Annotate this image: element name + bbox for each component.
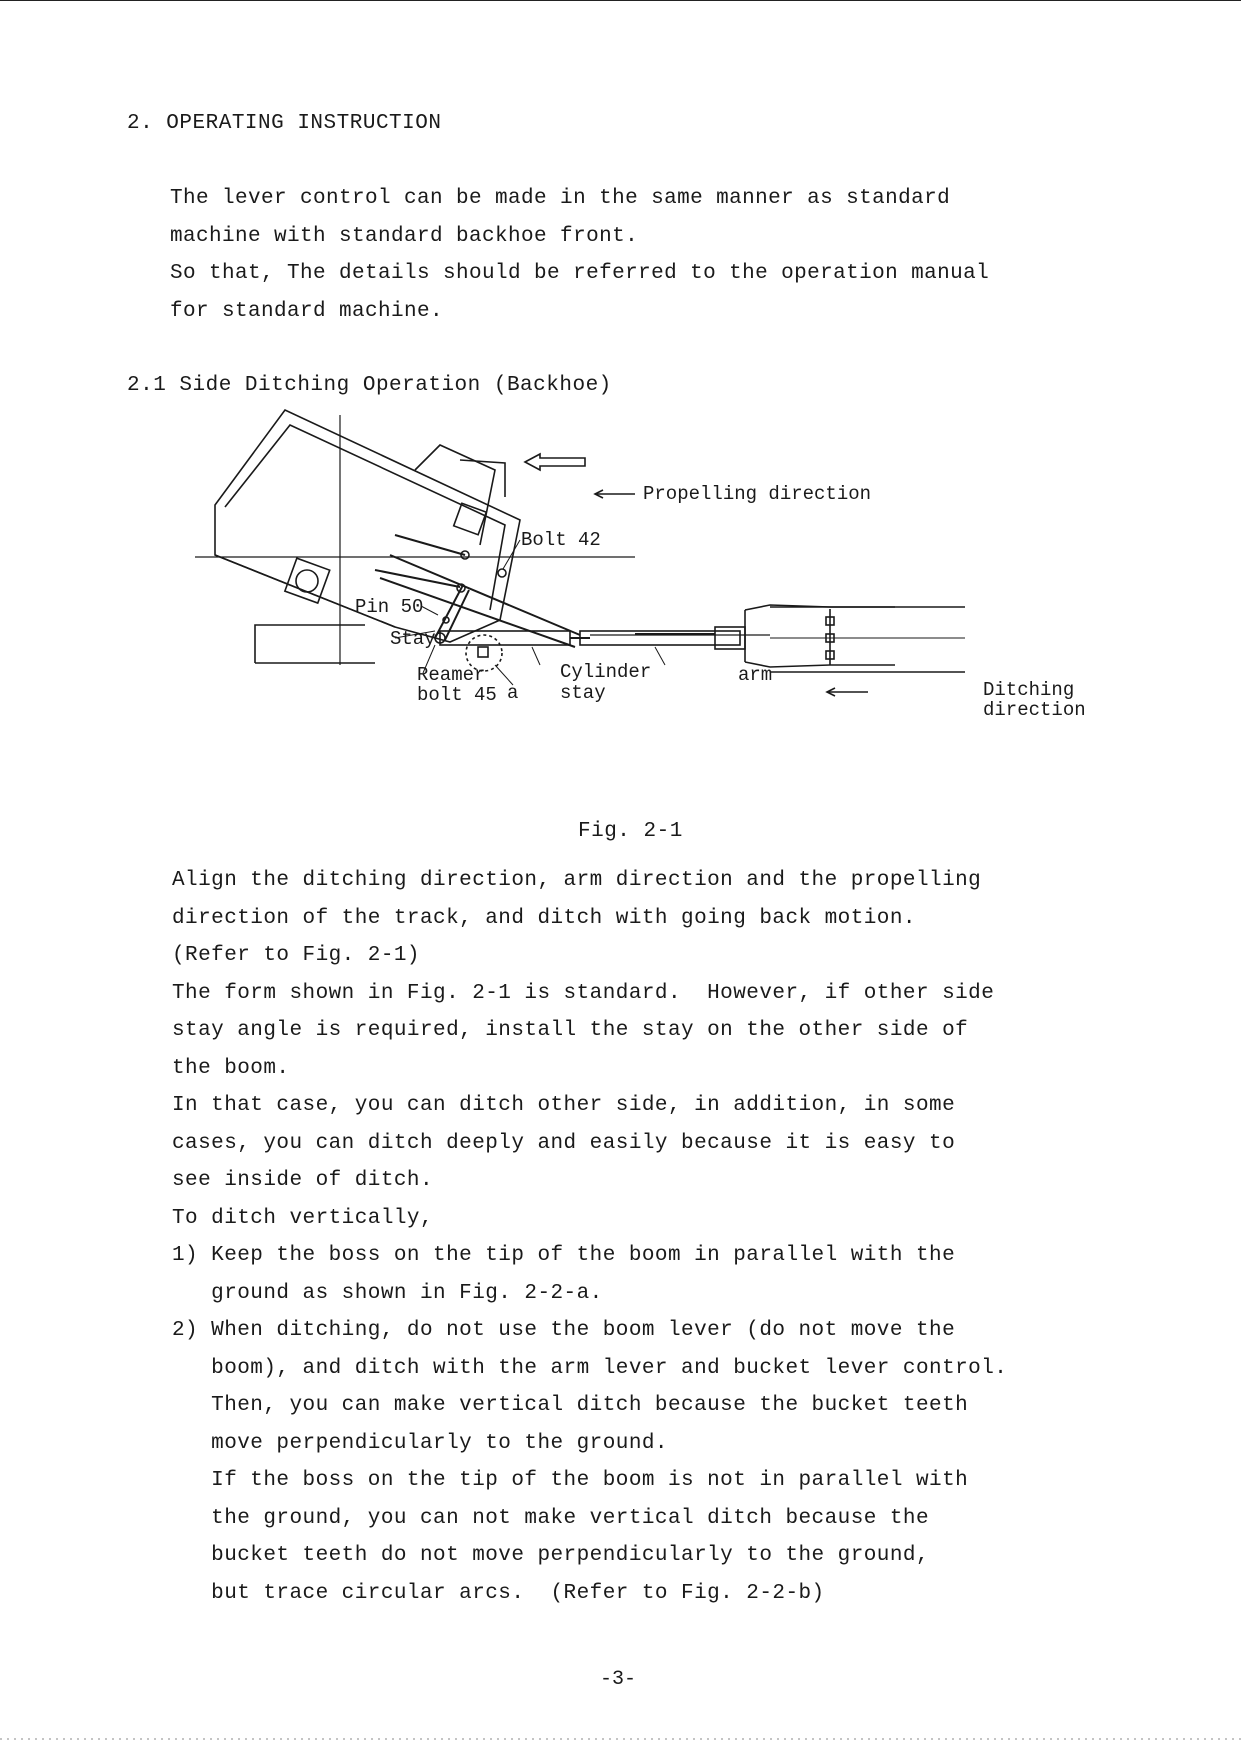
section-title: 2. OPERATING INSTRUCTION xyxy=(127,112,442,135)
figure-caption: Fig. 2-1 xyxy=(578,820,683,843)
scan-artifact-dots xyxy=(0,1738,1241,1740)
excavator-diagram xyxy=(195,395,1125,815)
intro-line-3: So that, The details should be referred to the operation manual xyxy=(170,262,990,285)
boom-upper xyxy=(390,555,580,635)
label-a: a xyxy=(507,682,519,704)
body-line-11: 1) Keep the boss on the tip of the boom in parallel with the xyxy=(172,1244,956,1267)
boom-cyl-1 xyxy=(395,535,465,555)
body-line-9: see inside of ditch. xyxy=(172,1169,434,1192)
body-line-15: Then, you can make vertical ditch because the bucket teeth xyxy=(172,1394,969,1417)
body-line-14: boom), and ditch with the arm lever and bucket lever control. xyxy=(172,1356,1008,1380)
body-line-5: stay angle is required, install the stay on the other side of xyxy=(172,1019,969,1042)
page-top-border xyxy=(0,0,1241,1)
label-cylinder-stay: stay xyxy=(560,682,606,704)
counterweight-circle xyxy=(296,570,318,592)
body-line-10: To ditch vertically, xyxy=(172,1206,434,1230)
body-line-18: the ground, you can not make vertical ditch because the xyxy=(172,1506,930,1530)
body-line-16: move perpendicularly to the ground. xyxy=(172,1431,668,1455)
intro-line-4: for standard machine. xyxy=(170,299,444,323)
leader-cylinder xyxy=(532,647,540,665)
label-bolt-45: bolt 45 xyxy=(417,684,497,706)
body-text xyxy=(172,862,1007,1612)
body-line-12: ground as shown in Fig. 2-2-a. xyxy=(172,1281,603,1305)
bolt-42-pin xyxy=(498,569,506,577)
label-stay: Stay xyxy=(390,628,436,650)
body-line-2: direction of the track, and ditch with going back motion. xyxy=(172,906,916,930)
counterweight xyxy=(285,558,330,603)
body-line-19: bucket teeth do not move perpendicularly to the ground, xyxy=(172,1544,930,1567)
body-line-20: but trace circular arcs. (Refer to Fig. 2-2-b) xyxy=(172,1581,825,1605)
body-line-6: the boom. xyxy=(172,1056,290,1080)
label-arm: arm xyxy=(738,664,773,686)
label-propelling-direction: Propelling direction xyxy=(643,483,872,505)
label-cylinder: Cylinder xyxy=(560,661,652,683)
figure-side-ditching xyxy=(195,395,1125,815)
body-line-8: cases, you can ditch deeply and easily because it is easy to xyxy=(172,1131,956,1155)
body-line-7: In that case, you can ditch other side, in addition, in some xyxy=(172,1094,956,1117)
detail-a-mark xyxy=(478,647,488,657)
cab-outline xyxy=(415,445,495,545)
body-line-3: (Refer to Fig. 2-1) xyxy=(172,944,420,967)
label-bolt-42: Bolt 42 xyxy=(521,529,601,551)
body-line-17: If the boss on the tip of the boom is not in parallel with xyxy=(172,1469,969,1492)
track-upper xyxy=(460,460,505,497)
body-line-1: Align the ditching direction, arm direction and the propelling xyxy=(172,869,982,892)
track-lower xyxy=(255,625,365,663)
machine-body-inner xyxy=(225,425,505,610)
body-line-4: The form shown in Fig. 2-1 is standard. However, if other side xyxy=(172,981,995,1005)
label-reamer: Reamer xyxy=(417,664,486,686)
hollow-arrow xyxy=(525,454,585,470)
page-number: -3- xyxy=(600,1668,637,1691)
subsection-title: 2.1 Side Ditching Operation (Backhoe) xyxy=(127,374,612,397)
intro-line-2: machine with standard backhoe front. xyxy=(170,224,639,248)
label-ditching-direction: direction xyxy=(983,699,1086,721)
leader-pin50 xyxy=(421,606,438,615)
body-line-13: 2) When ditching, do not use the boom lever (do not move the xyxy=(172,1319,956,1342)
leader-arm xyxy=(655,647,665,665)
label-ditching: Ditching xyxy=(983,679,1075,701)
label-pin-50: Pin 50 xyxy=(355,596,424,618)
intro-line-1: The lever control can be made in the same manner as standard xyxy=(170,187,951,210)
